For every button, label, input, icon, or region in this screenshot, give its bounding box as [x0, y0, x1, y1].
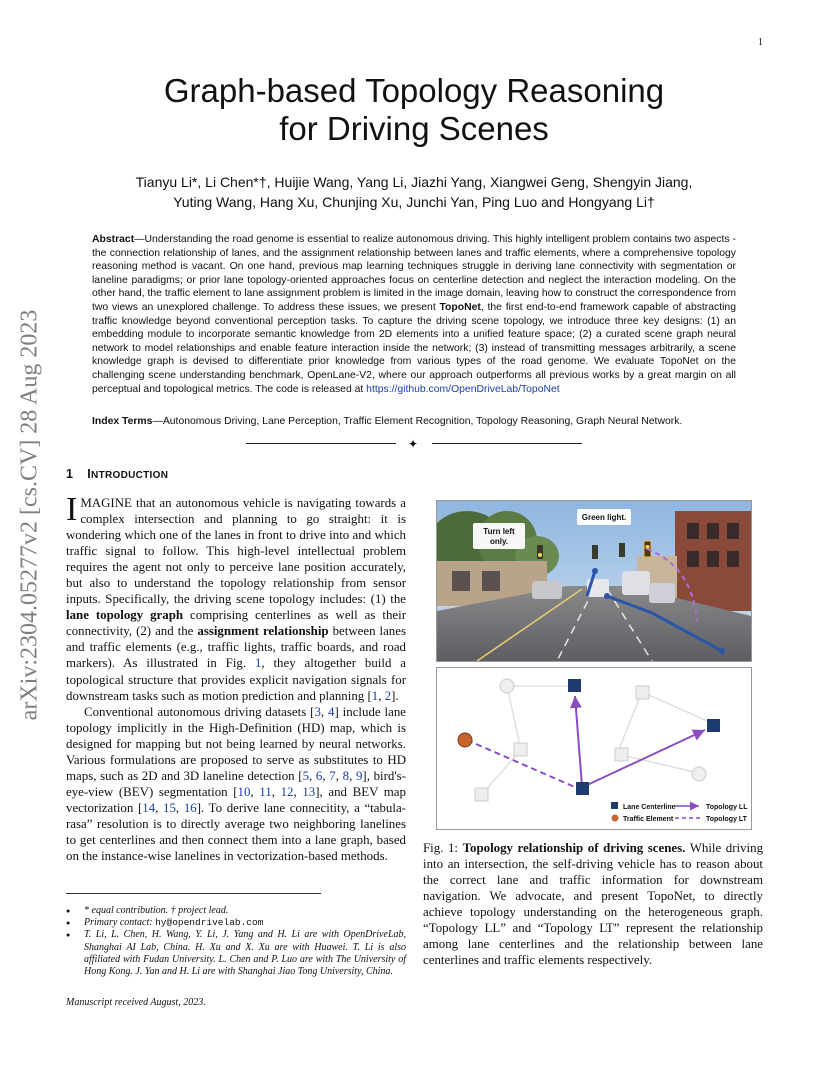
section-number: 1 [66, 467, 74, 481]
dropcap: I [66, 491, 78, 528]
cite-sep: , [378, 688, 385, 703]
index-terms-text: —Autonomous Driving, Lane Perception, Traffic Element Recognition, Topology Reasoning, Graph Neural Network. [152, 416, 683, 427]
cite-link[interactable]: 6 [315, 768, 323, 783]
lane-node [576, 782, 589, 795]
abstract-text-1: —Understanding the road genome is essential to realize autonomous driving. This highly intelligent problem contains two aspects - the connection relationship of lanes, and the assignment relationship between lanes and traffic elements, where a comprehensive topology reasoning method is vacant. On one hand, previous map learning techniques struggle in deriving lane connectivity with segmentation or laneline paradigms; or prior lane topology-oriented approaches focus on centerline detection and neglect the interaction modeling. On the other hand, the traffic element to lane assignment problem is limited in the image domain, leaving how to construct the correspondence from two views an unexplored challenge. To address these issues, we present [92, 234, 736, 313]
intro-text-segment: ] include lane topology implicitly in the High-Definition (HD) map, which is designed for mapping but not being learned by neural networks. Various formulations are proposed to serve as substitutes to HD maps, such as 2D and 3D laneline detection [ [66, 704, 406, 783]
figure-photo-panel [436, 500, 752, 662]
cite-link[interactable]: 2 [384, 688, 392, 703]
caption-title: Topology relationship of driving scenes. [462, 841, 686, 855]
cite-link[interactable]: 3 [314, 704, 321, 719]
title-line-1: Graph-based Topology Reasoning [163, 72, 665, 109]
cite-link[interactable]: 10 [237, 784, 251, 799]
cite-link[interactable]: 4 [328, 704, 335, 719]
intro-text-segment: between lanes and traffic elements (e.g., traffic lights, traffic boards, and road markers). As illustrated in Fig. [66, 624, 406, 671]
label-green-light: Green light. [581, 513, 627, 522]
section-title-first: I [87, 467, 92, 481]
intro-text-segment: comprising centerlines as well as their connectivity, (2) and the [66, 608, 406, 639]
section-heading [66, 467, 168, 481]
abstract-method: TopoNet [439, 301, 481, 313]
caption-text: While driving into an intersection, the self-driving vehicle has to reason about the correct lane and traffic information for downstream navigation. We advocate, and present TopoNet, to directly achieve topology understanding on the heterogeneous graph. “Topology LL” and “Topology LT” represent the relationship among lane centerlines and the relationship between lane centerlines and traffic elements respectively. [423, 841, 764, 968]
arxiv-id: arXiv:2304.05277v2 [cs.CV] 28 Aug 2023 [16, 309, 43, 721]
intro-text-segment: ]. To derive lane connecitity, a “tabula-rasa” resolution is to directly average two neighboring lanelines to get centerlines and then connect them into a lane graph, based on the instance-wise lanelines in vectorization-based methods. [66, 800, 406, 864]
legend-topology-lt: Topology LT [706, 816, 747, 823]
legend-topology-ll: Topology LL [706, 804, 748, 811]
cite-link[interactable]: 12 [280, 784, 294, 799]
cite-link[interactable]: 5 [302, 768, 310, 783]
legend-traffic-element: Traffic Element [623, 816, 674, 823]
contact-label: Primary contact: [84, 917, 156, 929]
abstract-text-2: , the first end-to-end framework capable of abstracting traffic knowledge beyond conventional perception tasks. To capture the driving scene topology, we introduce three key designs: (1) an embedding module to incorporate semantic knowledge from 2D elements into a unified feature space; (2) a curated scene graph neural network to model relationships and enable feature interaction inside the network; (3) instead of transmitting messages arbitrarily, a scene knowledge graph is devised to differentiate prior knowledge from various types of the road genome. We evaluate TopoNet on the challenging scene understanding benchmark, OpenLane-V2, where our approach outperforms all previous works by a great margin on all perceptual and topological metrics. The code is released at [92, 301, 736, 395]
paper-title [100, 72, 728, 148]
intro-paragraph-2: Conventional autonomous driving datasets [3, 4] include lane topology implicitly in the High-Definition (HD) map, which is designed for mapping but not being learned by neural networks. Various formulations are proposed to serve as substitutes to HD maps, such as 2D and 3D laneline detection [5, 6, 7, 8, 9], bird's-eye-view (BEV) segmentation [10, 11, 12, 13], and BEV map vectorization [14, 15, 16]. To derive lane connecitity, a “tabula-rasa” resolution is to directly average two neighboring lanelines to get centerlines and then connect them into a lane graph, based on the instance-wise lanelines in vectorization-based methods. [66, 704, 406, 864]
abstract-label: Abstract [92, 234, 135, 245]
caption-prefix: Fig. 1: [423, 841, 463, 855]
cite-link[interactable]: 9 [355, 768, 363, 783]
figure-topology-diagram [436, 667, 752, 830]
footnote-contact [66, 917, 406, 929]
intro-text-segment: ], bird's-eye-view (BEV) segmentation [ [66, 768, 406, 799]
term-assignment-relationship: assignment relationship [197, 624, 329, 639]
traffic-element-node [458, 733, 472, 747]
contact-email[interactable]: hy@opendrivelab.com [155, 917, 264, 929]
term-lane-topology-graph: lane topology graph [66, 608, 184, 623]
figure-caption [423, 840, 763, 968]
intro-text-segment: ], and BEV map vectorization [ [66, 784, 406, 815]
arxiv-stamp [10, 270, 50, 760]
footnote-contribution: ● * equal contribution. † project lead. [66, 905, 406, 917]
abstract [92, 233, 736, 396]
page-number: 1 [758, 37, 763, 48]
lane-node [707, 719, 720, 732]
footnote-rule [66, 893, 321, 894]
cite-link[interactable]: 7 [329, 768, 336, 783]
intro-text-segment: ]. [391, 688, 399, 703]
section-divider [246, 437, 582, 451]
fig-ref-link[interactable]: 1 [254, 656, 262, 671]
intro-text-segment: , they altogether build a topological structure that provides explicit navigation signals for downstream tasks such as motion prediction and planning [ [66, 656, 406, 703]
footnote-affiliations: ● T. Li, L. Chen, H. Wang, Y. Li, J. Yang and H. Li are with OpenDriveLab, Shanghai AI Lab, China. H. Xu and X. Xu are with Huawei. T. Li is also affiliated with Fudan University. L. Chen and P. Luo are with The University of Hong Kong. J. Yan and H. Li are with Shanghai Jiao Tong University, China. [66, 929, 406, 978]
title-line-2: for Driving Scenes [279, 110, 549, 147]
intro-smallcaps: MAGINE [80, 496, 132, 510]
index-terms [92, 416, 736, 427]
code-link[interactable]: https://github.com/OpenDriveLab/TopoNet [366, 383, 560, 395]
street-scene-illustration [437, 501, 751, 661]
cite-link[interactable]: 14 [142, 800, 156, 815]
topology-graph-svg [437, 668, 751, 829]
manuscript-note: Manuscript received August, 2023. [66, 997, 206, 1008]
cite-link[interactable]: 16 [183, 800, 197, 815]
intro-text [66, 491, 406, 864]
intro-text-segment: Conventional autonomous driving datasets [ [84, 704, 315, 719]
intro-paragraph-1 [66, 491, 406, 704]
author-list [100, 172, 728, 212]
legend-lane-centerline: Lane Centerline [623, 804, 676, 811]
cite-link[interactable]: 1 [371, 688, 379, 703]
label-turn-left: Turn left only. [483, 527, 515, 546]
footnotes [66, 905, 406, 978]
section-title-rest: NTRODUCTION [91, 470, 169, 481]
intro-text-segment: that an autonomous vehicle is navigating towards a complex intersection and planning to go straight: it is wondering which one of the lanes in front to drive into and which traffic signal to follow. This high-level intellectual problem requires the agent not only to perceive lane position accurately, but also to understand the topology relationship from sensor inputs. Specifically, the driving scene topology includes: (1) the [66, 496, 406, 607]
authors-line-2: Yuting Wang, Hang Xu, Chunjing Xu, Junchi Yan, Ping Luo and Hongyang Li† [173, 194, 655, 210]
divider-line-left [246, 443, 396, 444]
index-terms-label: Index Terms [92, 416, 153, 427]
divider-line-right [432, 443, 582, 444]
cite-link[interactable]: 13 [302, 784, 316, 799]
lane-node [568, 679, 581, 692]
legend-traffic-element-icon [612, 815, 619, 822]
legend-lane-centerline-icon [611, 802, 618, 809]
cite-link[interactable]: 15 [163, 800, 176, 815]
authors-line-1: Tianyu Li*, Li Chen*†, Huijie Wang, Yang Li, Jiazhi Yang, Xiangwei Geng, Shengyin Jiang, [135, 174, 693, 190]
cite-link[interactable]: 8 [342, 768, 350, 783]
divider-diamond-icon: ✦ [408, 437, 419, 451]
cite-link[interactable]: 11 [259, 784, 272, 799]
